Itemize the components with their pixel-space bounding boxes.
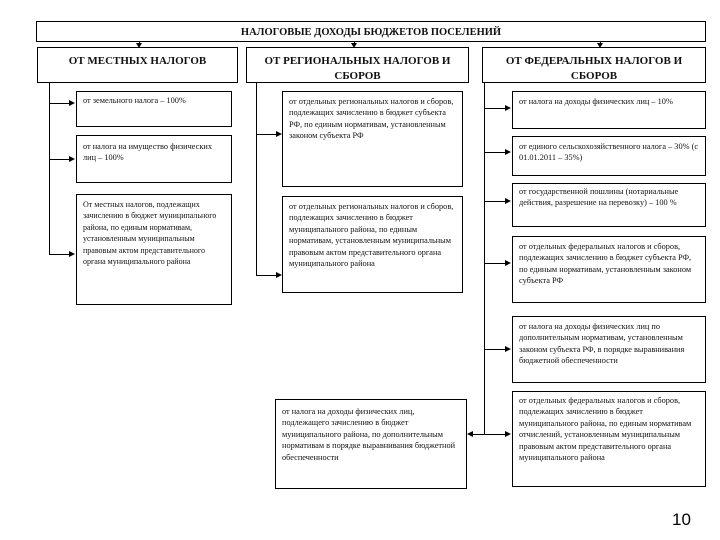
- connector: [484, 201, 505, 202]
- item-text: от отдельных федеральных налогов и сборов, подлежащих зачислению в бюджет муниципального района, по единым нормативам отчислений, установленным муниципальным правовым актом представительного органа муниципального района: [519, 396, 692, 463]
- arrow-right-icon: [505, 198, 511, 204]
- connector: [49, 159, 69, 160]
- heading-regional-taxes: [246, 47, 469, 83]
- federal-item-agricultural-tax: [512, 136, 706, 176]
- arrow-right-icon: [505, 431, 511, 437]
- arrow-right-icon: [505, 149, 511, 155]
- arrow-right-icon: [505, 105, 511, 111]
- federal-item-subject-budget: [512, 236, 706, 303]
- connector: [484, 263, 505, 264]
- item-text: от отдельных федеральных налогов и сборов, подлежащих зачислению в бюджет субъекта РФ, по единым нормативам, установленным законом субъекта РФ: [519, 242, 692, 286]
- local-item-municipal-district-taxes: [76, 194, 232, 305]
- regional-item-municipal-district: [282, 196, 463, 293]
- arrow-right-icon: [69, 156, 75, 162]
- heading-regional-text: ОТ РЕГИОНАЛЬНЫХ НАЛОГОВ И СБОРОВ: [264, 55, 451, 82]
- item-text: От местных налогов, подлежащих зачислению в бюджет муниципального района, по единым нормативам, установленным муниципальным правовым актом представительного органа муниципального района: [83, 200, 217, 267]
- connector: [484, 108, 505, 109]
- regional-item-personal-income-extra: [275, 399, 467, 489]
- item-text: от единого сельскохозяйственного налога – 30% (с 01.01.2011 – 35%): [519, 142, 699, 163]
- connector-federal-vertical: [484, 83, 485, 435]
- item-text: от земельного налога – 100%: [83, 96, 186, 105]
- federal-item-municipal-district: [512, 391, 706, 487]
- item-text: от отдельных региональных налогов и сборов, подлежащих зачислению в бюджет субъекта РФ, по единым нормативам, установленным законом субъекта РФ: [289, 97, 454, 141]
- federal-item-personal-income: [512, 91, 706, 129]
- federal-item-personal-income-extra: [512, 316, 706, 383]
- connector-local-vertical: [49, 83, 50, 254]
- item-text: от налога на доходы физических лиц, подлежащего зачислению в бюджет муниципального района, по дополнительным нормативам в порядке выравнивания бюджетной обеспеченности: [282, 407, 456, 462]
- connector: [256, 134, 276, 135]
- connector: [49, 254, 69, 255]
- heading-federal-text: ОТ ФЕДЕРАЛЬНЫХ НАЛОГОВ И СБОРОВ: [505, 55, 683, 82]
- arrow-right-icon: [505, 260, 511, 266]
- connector: [484, 152, 505, 153]
- heading-local-taxes: [37, 47, 238, 83]
- item-text: от государственной пошлины (нотариальные действия, разрешение на перевозку) – 100 %: [519, 187, 679, 208]
- connector-bidirectional: [473, 434, 505, 435]
- diagram-title: [36, 21, 706, 42]
- regional-item-subject-budget: [282, 91, 463, 187]
- heading-federal-taxes: [482, 47, 706, 83]
- arrow-right-icon: [69, 100, 75, 106]
- item-text: от отдельных региональных налогов и сборов, подлежащих зачислению в бюджет муниципального района, по единым нормативам, установленным муниципальным правовым актом представительного органа муниципального района: [289, 202, 454, 269]
- connector-regional-vertical: [256, 83, 257, 275]
- connector: [49, 103, 69, 104]
- arrow-right-icon: [69, 251, 75, 257]
- connector: [484, 349, 505, 350]
- item-text: от налога на доходы физических лиц по дополнительным нормативам, установленным законом субъекта РФ, в порядке выравнивания бюджетной обеспеченности: [519, 322, 685, 366]
- arrow-left-icon: [467, 431, 473, 437]
- heading-local-text: ОТ МЕСТНЫХ НАЛОГОВ: [68, 55, 207, 67]
- item-text: от налога на имущество физических лиц – 100%: [83, 142, 212, 163]
- title-text: НАЛОГОВЫЕ ДОХОДЫ БЮДЖЕТОВ ПОСЕЛЕНИЙ: [240, 27, 502, 38]
- item-text: от налога на доходы физических лиц – 10%: [519, 97, 673, 106]
- local-item-land-tax: [76, 91, 232, 127]
- federal-item-state-duty: [512, 183, 706, 227]
- connector: [256, 275, 276, 276]
- local-item-property-tax: [76, 135, 232, 183]
- page-number: 10: [672, 510, 691, 529]
- arrow-right-icon: [505, 346, 511, 352]
